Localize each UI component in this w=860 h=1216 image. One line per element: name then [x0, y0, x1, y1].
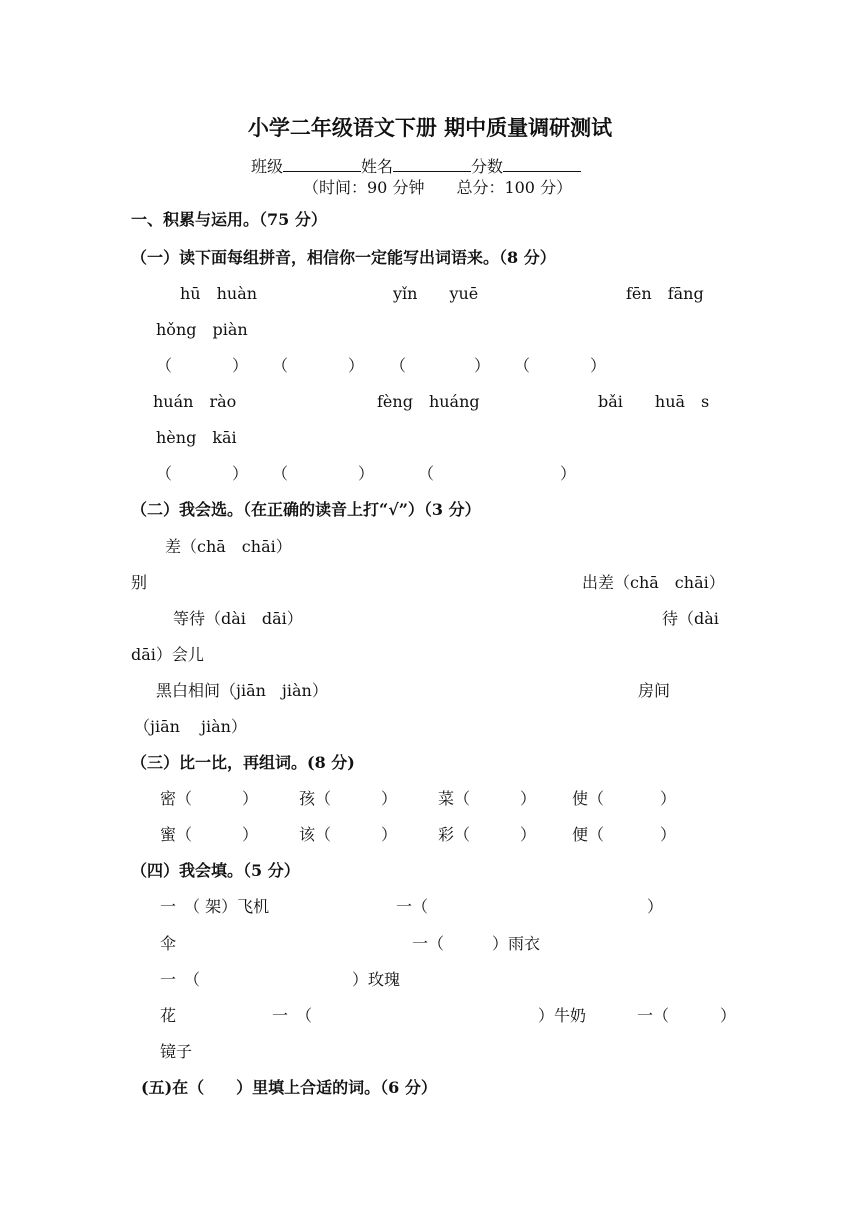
page-title: 小学二年级语文下册 期中质量调研测试	[247, 115, 613, 140]
compare-item[interactable]: 使（ ）	[572, 789, 677, 808]
answer-paren[interactable]: （ ）	[418, 464, 577, 483]
measure-word-text: 伞	[160, 934, 177, 953]
compare-item[interactable]: 便（ ）	[572, 825, 677, 844]
student-info-line	[251, 156, 581, 177]
q1-heading: （一）读下面每组拼音，相信你一定能写出词语来。（8 分）	[131, 248, 556, 267]
choice-text: 别	[131, 573, 148, 592]
class-blank[interactable]	[283, 156, 361, 172]
measure-word-paren-open[interactable]: 一 （	[272, 1006, 313, 1025]
measure-word-item: ）玫瑰	[352, 970, 401, 989]
pinyin-item: fēn fāng	[626, 284, 704, 303]
measure-word-paren-open[interactable]: 一（	[396, 897, 429, 916]
q4-heading: （四）我会填。（5 分）	[131, 861, 300, 880]
pinyin-item: hū huàn	[180, 284, 258, 303]
compare-item[interactable]: 该（ ）	[299, 825, 398, 844]
pinyin-item: hèng kāi	[156, 428, 237, 447]
pinyin-item: fèng huáng	[377, 392, 480, 411]
choice-text: 房间	[638, 681, 671, 700]
measure-word-item[interactable]: 一（ ）雨衣	[412, 934, 541, 953]
compare-item[interactable]: 密（ ）	[160, 789, 259, 808]
time-note: （时间：90 分钟 总分：100 分）	[303, 178, 573, 197]
pinyin-item: yǐn yuē	[393, 284, 479, 303]
choice-item[interactable]: （jiān jiàn）	[134, 717, 247, 736]
measure-word-item: 一 （ 架）飞机	[160, 897, 270, 916]
measure-word-text: 花	[160, 1006, 177, 1025]
choice-item[interactable]: 出差（chā chāi）	[582, 573, 725, 592]
pinyin-item: huán rào	[153, 392, 237, 411]
class-label: 班级	[251, 157, 284, 176]
compare-item[interactable]: 菜（ ）	[438, 789, 537, 808]
answer-paren[interactable]: （ ）	[390, 356, 491, 375]
score-label: 分数	[471, 157, 504, 176]
choice-item[interactable]: 黑白相间（jiān jiàn）	[156, 681, 328, 700]
answer-paren[interactable]: （ ）	[156, 464, 249, 483]
compare-item[interactable]: 蜜（ ）	[160, 825, 259, 844]
choice-item[interactable]: 等待（dài dāi）	[173, 609, 303, 628]
measure-word-paren-close: ）	[720, 1006, 737, 1025]
name-blank[interactable]	[393, 156, 471, 172]
answer-paren[interactable]: （ ）	[272, 464, 375, 483]
measure-word-paren-open[interactable]: 一（	[637, 1006, 670, 1025]
q5-heading: (五)在（ ）里填上合适的词。（6 分）	[141, 1078, 437, 1097]
answer-paren[interactable]: （ ）	[272, 356, 365, 375]
answer-paren[interactable]: （ ）	[514, 356, 607, 375]
compare-item[interactable]: 孩（ ）	[299, 789, 398, 808]
compare-item[interactable]: 彩（ ）	[438, 825, 537, 844]
q2-heading: （二）我会选。（在正确的读音上打“√”）（3 分）	[131, 500, 481, 519]
measure-word-paren-close: ）	[647, 897, 664, 916]
choice-text: dāi）会儿	[131, 645, 204, 664]
name-label: 姓名	[361, 157, 394, 176]
pinyin-item: hǒng piàn	[156, 320, 248, 339]
measure-word-text: 镜子	[160, 1042, 193, 1061]
q3-heading: （三）比一比，再组词。(8 分)	[131, 753, 355, 772]
choice-item[interactable]: 差（chā chāi）	[165, 537, 292, 556]
pinyin-item: bǎi huā s	[598, 392, 710, 411]
choice-item[interactable]: 待（dài	[662, 609, 719, 628]
answer-paren-row-1[interactable]: （ ）	[156, 356, 249, 375]
measure-word-item: ）牛奶	[538, 1006, 587, 1025]
measure-word-paren-open[interactable]: 一 （	[160, 970, 201, 989]
score-blank[interactable]	[503, 156, 581, 172]
section-1-heading: 一、积累与运用。（75 分）	[131, 210, 327, 229]
